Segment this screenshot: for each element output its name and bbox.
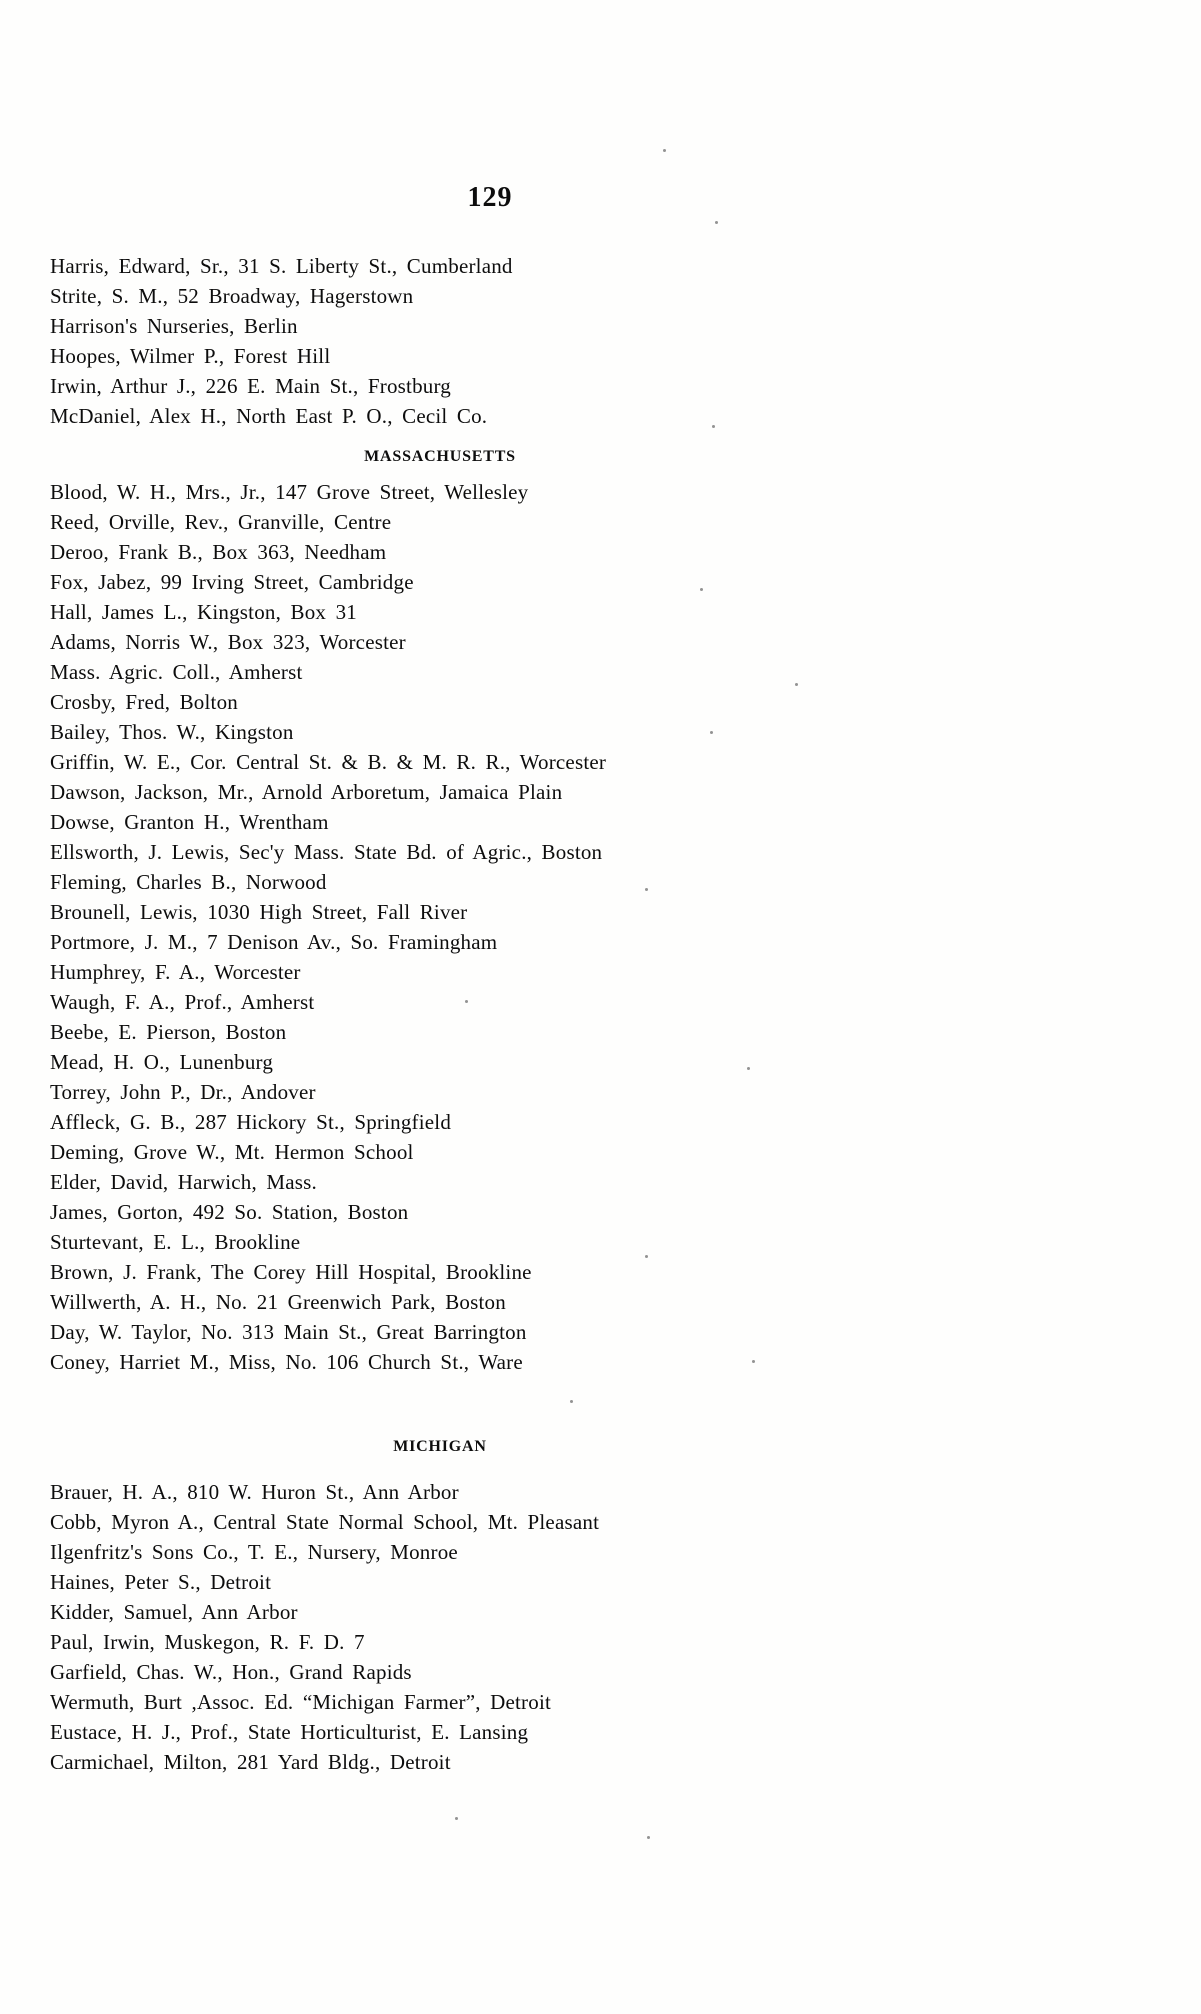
directory-entry: Brounell, Lewis, 1030 High Street, Fall River xyxy=(50,900,468,924)
directory-entry: Bailey, Thos. W., Kingston xyxy=(50,720,294,744)
directory-entry: Eustace, H. J., Prof., State Horticulturist, E. Lansing xyxy=(50,1720,529,1744)
state-section-massachusetts xyxy=(50,447,830,1377)
directory-entry: Portmore, J. M., 7 Denison Av., So. Framingham xyxy=(50,930,498,954)
directory-entry: Adams, Norris W., Box 323, Worcester xyxy=(50,630,406,654)
directory-entry: Kidder, Samuel, Ann Arbor xyxy=(50,1600,298,1624)
scan-speck xyxy=(465,1000,468,1003)
scan-speck xyxy=(752,1360,755,1363)
section-heading: MICHIGAN xyxy=(393,1438,487,1455)
directory-entry: Mead, H. O., Lunenburg xyxy=(50,1050,274,1074)
directory-entry: Ilgenfritz's Sons Co., T. E., Nursery, Monroe xyxy=(50,1540,458,1564)
state-section-michigan xyxy=(50,1437,830,1777)
directory-entry: Mass. Agric. Coll., Amherst xyxy=(50,660,303,684)
directory-entry: Fleming, Charles B., Norwood xyxy=(50,870,327,894)
directory-entry: Affleck, G. B., 287 Hickory St., Springfield xyxy=(50,1110,452,1134)
scan-speck xyxy=(715,221,718,224)
scan-speck xyxy=(455,1817,458,1820)
directory-entry: James, Gorton, 492 So. Station, Boston xyxy=(50,1200,409,1224)
directory-entry: Reed, Orville, Rev., Granville, Centre xyxy=(50,510,392,534)
directory-entry: Dowse, Granton H., Wrentham xyxy=(50,810,329,834)
scan-speck xyxy=(570,1400,573,1403)
scan-speck xyxy=(710,731,713,734)
directory-entry: Sturtevant, E. L., Brookline xyxy=(50,1230,301,1254)
directory-entry: Elder, David, Harwich, Mass. xyxy=(50,1170,317,1194)
directory-entry: Willwerth, A. H., No. 21 Greenwich Park, Boston xyxy=(50,1290,506,1314)
directory-entry: Day, W. Taylor, No. 313 Main St., Great Barrington xyxy=(50,1320,527,1344)
directory-entry: Harrison's Nurseries, Berlin xyxy=(50,314,298,338)
directory-entry: Beebe, E. Pierson, Boston xyxy=(50,1020,287,1044)
directory-entry: Hoopes, Wilmer P., Forest Hill xyxy=(50,344,331,368)
directory-entry: Deming, Grove W., Mt. Hermon School xyxy=(50,1140,414,1164)
directory-entry: Deroo, Frank B., Box 363, Needham xyxy=(50,540,387,564)
scan-speck xyxy=(645,888,648,891)
page-number: 129 xyxy=(467,182,513,213)
directory-entry: Waugh, F. A., Prof., Amherst xyxy=(50,990,315,1014)
directory-entry: Harris, Edward, Sr., 31 S. Liberty St., Cumberland xyxy=(50,254,513,278)
directory-entry: Brown, J. Frank, The Corey Hill Hospital, Brookline xyxy=(50,1260,532,1284)
directory-entry: Haines, Peter S., Detroit xyxy=(50,1570,272,1594)
directory-entry: Strite, S. M., 52 Broadway, Hagerstown xyxy=(50,284,414,308)
text-column xyxy=(50,0,830,1777)
directory-entry: Cobb, Myron A., Central State Normal School, Mt. Pleasant xyxy=(50,1510,600,1534)
state-section-continued xyxy=(50,251,830,431)
directory-entry: Ellsworth, J. Lewis, Sec'y Mass. State Bd. of Agric., Boston xyxy=(50,840,603,864)
scan-speck xyxy=(645,1255,648,1258)
directory-list xyxy=(50,251,830,1777)
scan-speck xyxy=(795,683,798,686)
directory-entry: McDaniel, Alex H., North East P. O., Cecil Co. xyxy=(50,404,488,428)
directory-entry: Humphrey, F. A., Worcester xyxy=(50,960,301,984)
directory-entry: Garfield, Chas. W., Hon., Grand Rapids xyxy=(50,1660,412,1684)
directory-entry: Dawson, Jackson, Mr., Arnold Arboretum, Jamaica Plain xyxy=(50,780,563,804)
scan-speck xyxy=(647,1836,650,1839)
directory-entry: Brauer, H. A., 810 W. Huron St., Ann Arbor xyxy=(50,1480,459,1504)
scan-speck xyxy=(712,425,715,428)
section-heading: MASSACHUSETTS xyxy=(364,448,516,465)
directory-entry: Carmichael, Milton, 281 Yard Bldg., Detroit xyxy=(50,1750,451,1774)
directory-entry: Torrey, John P., Dr., Andover xyxy=(50,1080,316,1104)
directory-entry: Crosby, Fred, Bolton xyxy=(50,690,238,714)
directory-entry: Griffin, W. E., Cor. Central St. & B. & M. R. R., Worcester xyxy=(50,750,607,774)
directory-entry: Blood, W. H., Mrs., Jr., 147 Grove Street, Wellesley xyxy=(50,480,529,504)
directory-entry: Wermuth, Burt ,Assoc. Ed. “Michigan Farmer”, Detroit xyxy=(50,1690,552,1714)
scan-speck xyxy=(747,1067,750,1070)
directory-entry: Irwin, Arthur J., 226 E. Main St., Frostburg xyxy=(50,374,451,398)
scan-speck xyxy=(700,588,703,591)
scan-speck xyxy=(663,149,666,152)
directory-entry: Coney, Harriet M., Miss, No. 106 Church St., Ware xyxy=(50,1350,523,1374)
directory-entry: Hall, James L., Kingston, Box 31 xyxy=(50,600,357,624)
directory-entry: Fox, Jabez, 99 Irving Street, Cambridge xyxy=(50,570,414,594)
directory-entry: Paul, Irwin, Muskegon, R. F. D. 7 xyxy=(50,1630,365,1654)
